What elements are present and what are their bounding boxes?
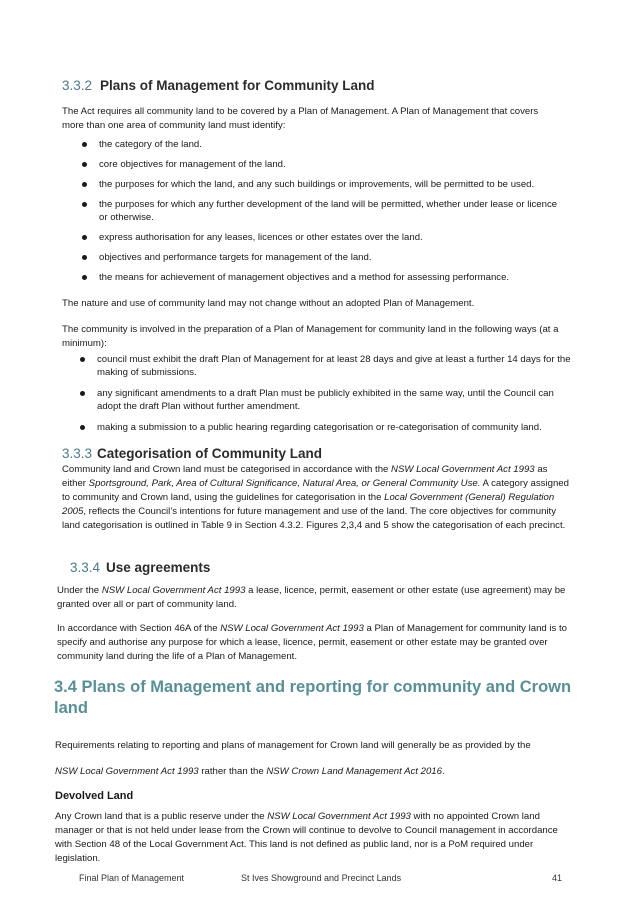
list-item: express authorisation for any leases, licences or other estates over the land. [80,231,560,244]
section-number: 3.3.3 [62,446,93,461]
text-run-italic: NSW Local Government Act 1993 [101,585,246,596]
text-run-italic: NSW Local Government Act 1993 [220,623,364,634]
text-run: In accordance with Section 46A of the [57,623,221,634]
section-3-3-3-heading [62,446,322,461]
list-item: making a submission to a public hearing regarding categorisation or re-categorisation of community land. [78,421,572,434]
section-title: Plans of Management for Community Land [100,78,375,93]
section-3-3-4-heading [70,560,210,575]
text-run: rather than the [198,766,267,777]
text-run: Under the [57,585,102,596]
list-item: the purposes for which any further development of the land will be permitted, whether under lease or licence or otherwise. [80,198,560,224]
devolved-land-paragraph [55,810,575,866]
s332-intro: The Act requires all community land to be covered by a Plan of Management. A Plan of Management that covers more than one area of community land must identify: [62,106,539,131]
text-run-italic: Local Government (General) Regulation 2005 [62,492,555,517]
text-run: with no appointed Crown land manager or that is not held under lease from the Crown will continue to devolve to Council management in accordance with Section 48 of the Local Government Act. This land is not defined as public land, nor is a PoM required under legislation. [55,811,558,864]
s333-paragraph [62,463,570,533]
section-3-3-2-heading [62,78,375,93]
footer-site-name: St Ives Showground and Precinct Lands [241,873,402,883]
s332-nature: The nature and use of community land may not change without an adopted Plan of Management. [62,298,475,309]
section-number: 3.3.4 [70,560,101,575]
text-run-italic: NSW Local Government Act 1993 [267,811,411,822]
text-run: a lease, licence, permit, easement or other estate (use agreement) may be granted over all or part of community land. [57,585,566,610]
page-number: 41 [552,873,563,883]
section-number: 3.3.2 [62,78,93,93]
list-item: core objectives for management of the land. [80,158,560,171]
text-run-italic: NSW Local Government Act 1993 [55,766,199,777]
text-run-italic: NSW Crown Land Management Act 2016 [266,766,442,777]
text-run-italic: Sportsground, Park, Area of Cultural Significance, Natural Area, or General Community Use. [88,478,481,489]
section-title: Use agreements [106,560,211,575]
list-item: objectives and performance targets for management of the land. [80,251,560,264]
text-run: . [441,766,445,777]
s334-paragraph-1 [57,584,569,612]
devolved-land-heading: Devolved Land [55,790,134,802]
list-item: the category of the land. [80,138,560,151]
section-title: Categorisation of Community Land [97,446,323,461]
list-item: council must exhibit the draft Plan of Management for at least 28 days and give at least a further 14 days for the making of submissions. [78,353,572,379]
text-run: a Plan of Management for community land is to specify and authorise any purpose for which a lease, licence, permit, easement or other estate may be granted over community land during the life of a Plan of Management. [57,623,567,662]
text-run: A category assigned to community and Crown land, using the guidelines for categorisation in the [62,478,569,503]
list-item: any significant amendments to a draft Plan must be publicly exhibited in the same way, until the Council can adopt the draft Plan without further amendment. [78,387,572,413]
s334-paragraph-2 [57,622,572,664]
s332-community: The community is involved in the preparation of a Plan of Management for community land in the following ways (at a minimum): [62,324,559,349]
list-item: the means for achievement of management objectives and a method for assessing performance. [80,271,560,284]
text-run: Any Crown land that is a public reserve under the [55,811,268,822]
s34-paragraph-2 [55,765,575,779]
s34-paragraph-1: Requirements relating to reporting and plans of management for Crown land will generally be as provided by the [55,740,531,751]
footer-document-title: Final Plan of Management [79,873,185,883]
s332-bullet-list [80,138,560,284]
section-3-4-heading: 3.4 Plans of Management and reporting for community and Crown land [54,678,572,717]
text-run: Community land and Crown land must be categorised in accordance with the [62,464,392,475]
s332-community-list [78,353,572,434]
text-run-italic: NSW Local Government Act 1993 [391,464,535,475]
text-run: , reflects the Council’s intentions for future management and use of the land. The core objectives for community land categorisation is outlined in Table 9 in Section 4.3.2. Figures 2,3,4 and 5 show the categorisation of each precinct. [62,506,566,531]
list-item: the purposes for which the land, and any such buildings or improvements, will be permitted to be used. [80,178,560,191]
text-run: as either [62,464,548,489]
